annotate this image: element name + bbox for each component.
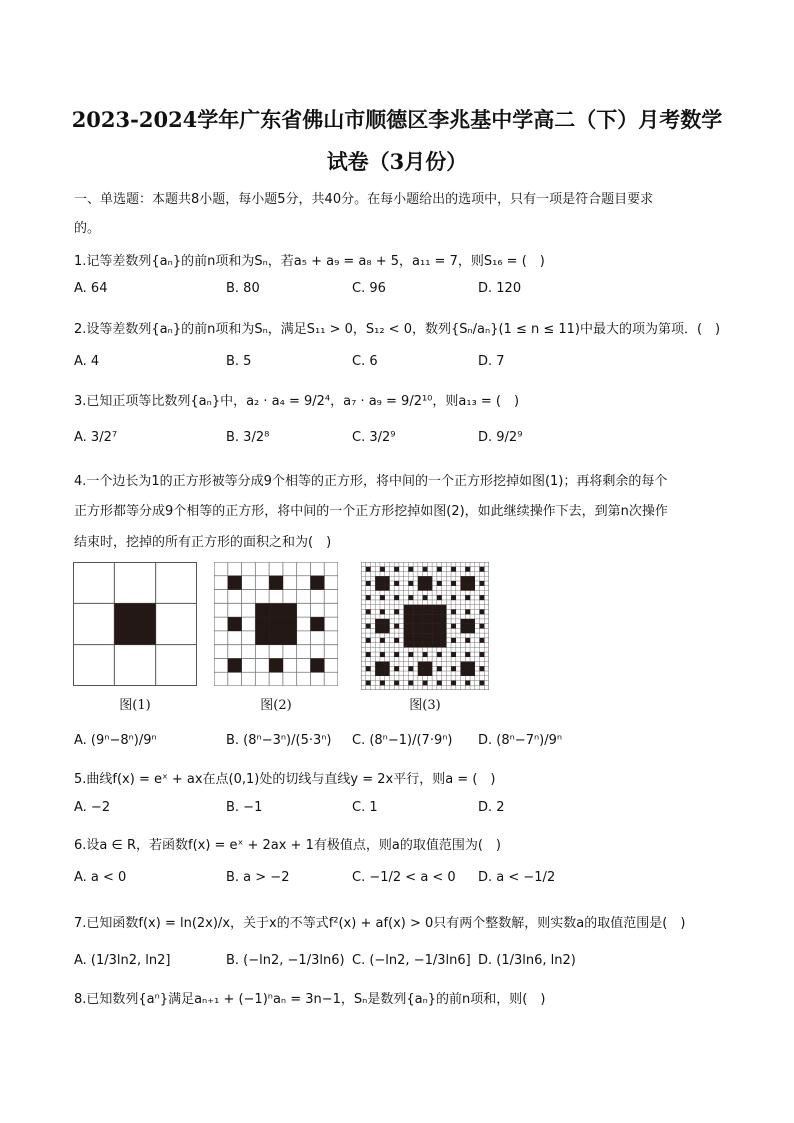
figure-1-carpet [73,562,197,686]
question-2: 2.设等差数列{aₙ}的前n项和为Sₙ，满足S₁₁ > 0，S₁₂ < 0，数列{Sₙ/aₙ}(1 ≤ n ≤ 11)中最大的项为第项．( ) [74,322,721,337]
question-5: 5.曲线f(x) = eˣ + ax在点(0,1)处的切线与直线y = 2x平行，则a = ( ) [74,772,496,787]
question-6: 6.设a ∈ R，若函数f(x) = eˣ + 2ax + 1有极值点，则a的取值范围为( ) [74,838,501,853]
section1-instructions: 一、单选题：本题共8小题，每小题5分，共40分。在每小题给出的选项中，只有一项是符合题目要求 [74,192,654,207]
question-4-line1: 4.一个边长为1的正方形被等分成9个相等的正方形，将中间的一个正方形挖掉如图(1)；再将剩余的每个 [74,474,668,489]
q4-option-c: C. (8ⁿ−1)/(7·9ⁿ) [352,733,453,748]
q2-option-a: A. 4 [74,354,100,369]
q6-option-d: D. a < −1/2 [478,870,556,885]
q4-option-a: A. (9ⁿ−8ⁿ)/9ⁿ [74,733,157,748]
question-7: 7.已知函数f(x) = ln(2x)/x，关于x的不等式f²(x) + af(x) > 0只有两个整数解，则实数a的取值范围是( ) [74,916,686,931]
q1-option-a: A. 64 [74,281,108,296]
question-4-line3: 结束时，挖掉的所有正方形的面积之和为( ) [74,535,332,550]
q1-option-b: B. 80 [226,281,260,296]
q2-option-b: B. 5 [226,354,252,369]
q3-option-a: A. 3/2⁷ [74,430,118,445]
q7-option-b: B. (−ln2, −1/3ln6) [226,953,345,968]
q5-option-c: C. 1 [352,800,378,815]
q6-option-a: A. a < 0 [74,870,127,885]
figure-2-carpet [214,562,338,686]
q3-option-d: D. 9/2⁹ [478,430,523,445]
exam-title-line2: 试卷（3月份） [326,149,468,174]
q7-option-c: C. (−ln2, −1/3ln6] [352,953,471,968]
figure-3-caption: 图(3) [409,698,441,713]
q2-option-c: C. 6 [352,354,378,369]
question-1: 1.记等差数列{aₙ}的前n项和为Sₙ，若a₅ + a₉ = a₈ + 5，a₁₁ = 7，则S₁₆ = ( ) [74,254,545,269]
q1-option-c: C. 96 [352,281,386,296]
question-4-line2: 正方形都等分成9个相等的正方形，将中间的一个正方形挖掉如图(2)，如此继续操作下去，到第n次操作 [74,504,668,519]
section1-instructions-cont: 的。 [74,221,101,236]
q7-option-d: D. (1/3ln6, ln2) [478,953,576,968]
figure-2-caption: 图(2) [260,698,292,713]
figure-1-caption: 图(1) [119,698,151,713]
q4-option-d: D. (8ⁿ−7ⁿ)/9ⁿ [478,733,563,748]
q2-option-d: D. 7 [478,354,505,369]
q1-option-d: D. 120 [478,281,522,296]
q4-option-b: B. (8ⁿ−3ⁿ)/(5·3ⁿ) [226,733,332,748]
q5-option-a: A. −2 [74,800,111,815]
exam-title-line1: 2023-2024学年广东省佛山市顺德区李兆基中学高二（下）月考数学 [71,107,723,132]
q3-option-b: B. 3/2⁸ [226,430,270,445]
question-3: 3.已知正项等比数列{aₙ}中，a₂ · a₄ = 9/2⁴，a₇ · a₉ = 9/2¹⁰，则a₁₃ = ( ) [74,394,520,409]
q3-option-c: C. 3/2⁹ [352,430,396,445]
figure-3-carpet [361,562,489,690]
q7-option-a: A. (1/3ln2, ln2] [74,953,171,968]
q6-option-c: C. −1/2 < a < 0 [352,870,456,885]
question-8: 8.已知数列{aⁿ}满足aₙ₊₁ + (−1)ⁿaₙ = 3n−1，Sₙ是数列{aₙ}的前n项和，则( ) [74,992,546,1007]
q5-option-d: D. 2 [478,800,505,815]
q6-option-b: B. a > −2 [226,870,290,885]
q5-option-b: B. −1 [226,800,263,815]
